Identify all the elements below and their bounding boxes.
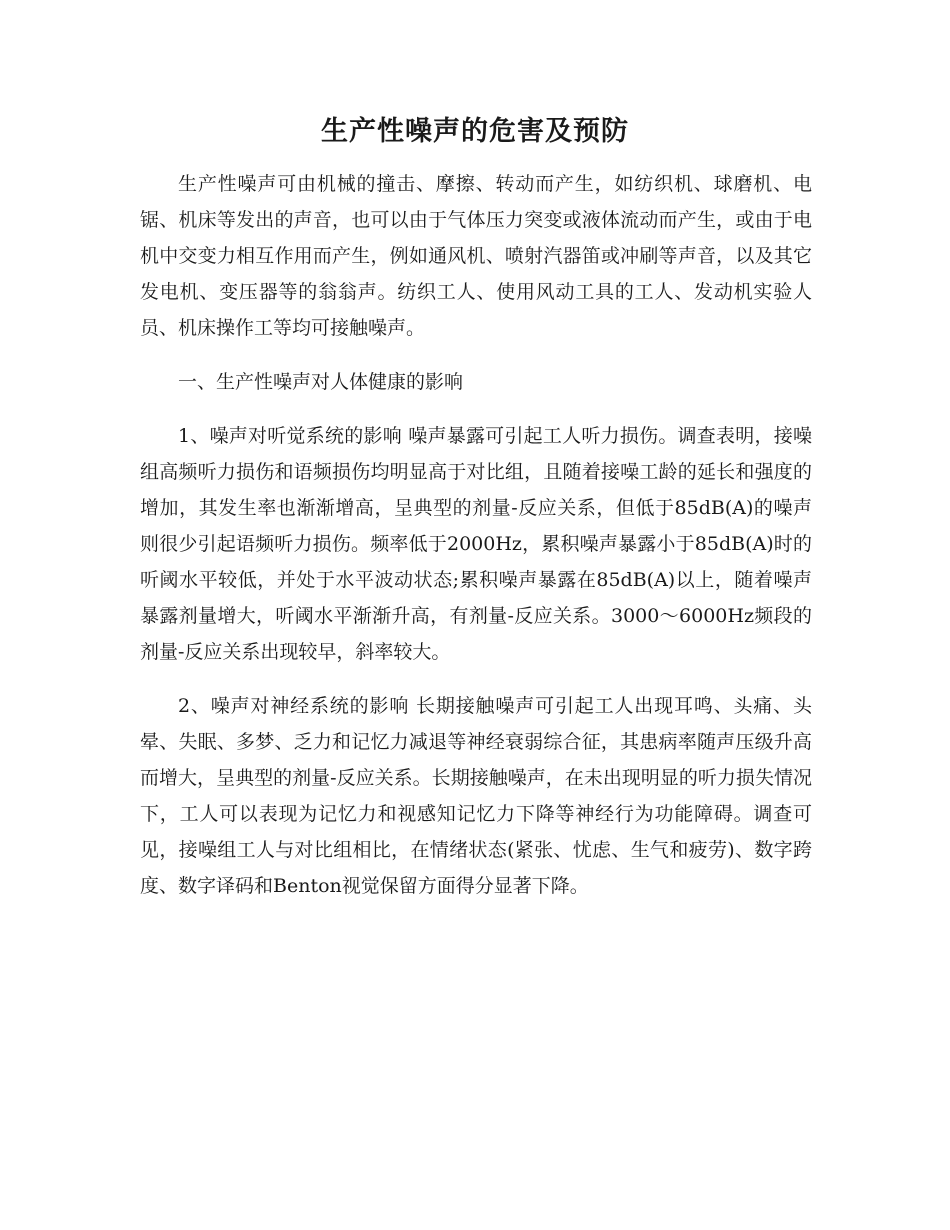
paragraph-intro: 生产性噪声可由机械的撞击、摩擦、转动而产生，如纺织机、球磨机、电锯、机床等发出的声音，也可以由于气体压力突变或液体流动而产生，或由于电机中交变力相互作用而产生，例如通风机、喷射汽器笛或冲刷等声音，以及其它发电机、变压器等的翁翁声。纺织工人、使用风动工具的工人、发动机实验人员、机床操作工等均可接触噪声。 <box>140 173 812 339</box>
paragraph-nervous-effects: 2、噪声对神经系统的影响 长期接触噪声可引起工人出现耳鸣、头痛、头晕、失眠、多梦、乏力和记忆力减退等神经衰弱综合征，其患病率随声压级升高而增大，呈典型的剂量-反应关系。长期接触噪声，在未出现明显的听力损失情况下，工人可以表现为记忆力和视感知记忆力下降等神经行为功能障碍。调查可见，接噪组工人与对比组相比，在情绪状态(紧张、忧虑、生气和疲劳)、数字跨度、数字译码和Benton视觉保留方面得分显著下降。 <box>140 695 812 897</box>
page-title: 生产性噪声的危害及预防 <box>321 116 629 147</box>
paragraph-hearing-effects: 1、噪声对听觉系统的影响 噪声暴露可引起工人听力损伤。调查表明，接噪组高频听力损伤和语频损伤均明显高于对比组，且随着接噪工龄的延长和强度的增加，其发生率也渐渐增高，呈典型的剂量-反应关系，但低于85dB(A)的噪声则很少引起语频听力损伤。频率低于2000Hz，累积噪声暴露小于85dB(A)时的听阈水平较低，并处于水平波动状态;累积噪声暴露在85dB(A)以上，随着噪声暴露剂量增大，听阈水平渐渐升高，有剂量-反应关系。3000～6000Hz频段的剂量-反应关系出现较早，斜率较大。 <box>140 425 812 663</box>
section-heading: 一、生产性噪声对人体健康的影响 <box>178 371 464 393</box>
document-body <box>140 166 812 922</box>
